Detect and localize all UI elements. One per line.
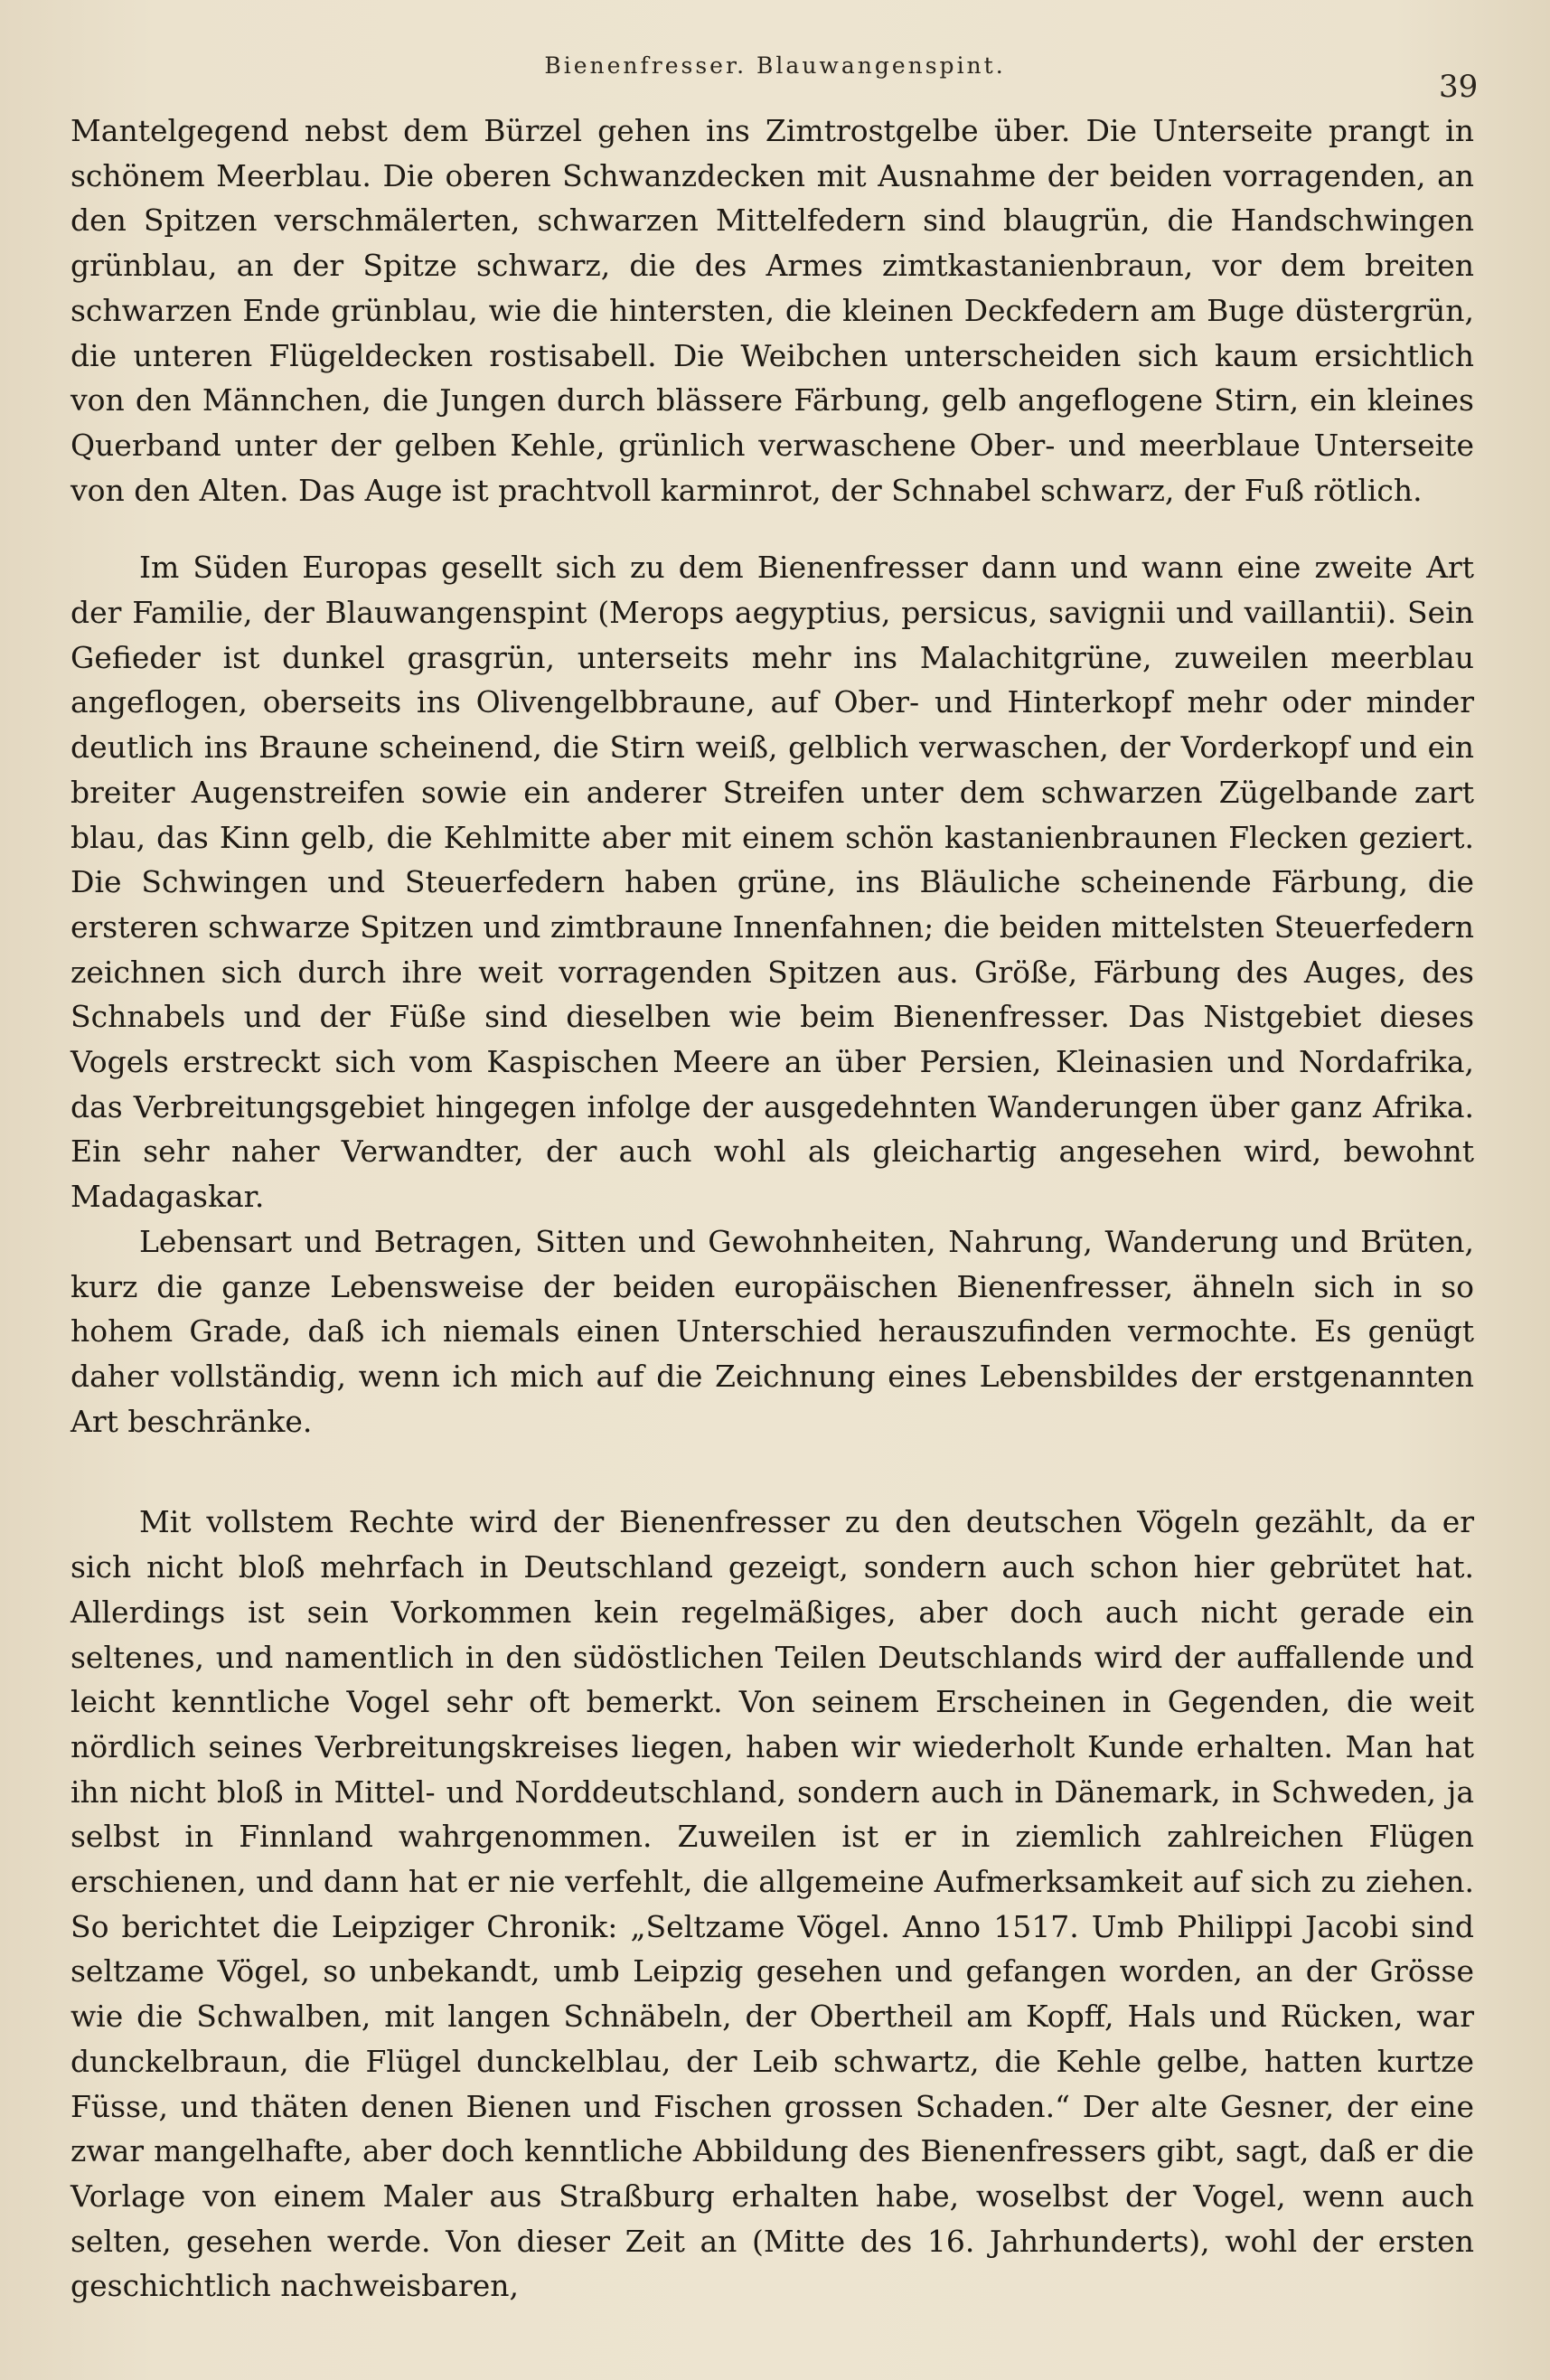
body-text [70, 108, 1474, 2309]
running-title: Bienenfresser. Blauwangenspint. [544, 52, 1006, 79]
paragraph-blauwangenspint: Im Süden Europas gesellt sich zu dem Bienenfresser dann und wann eine zweite Art der Familie, der Blauwangenspint (Merops aegyptius, persicus, savignii und vaillantii). Sein Gefieder ist dunkel grasgrün, unterseits mehr ins Malachitgrüne, zuweilen meerblau angeflogen, oberseits ins Olivengelbbraune, auf Ober- und Hinterkopf mehr oder minder deutlich ins Braune scheinend, die Stirn weiß, gelblich verwaschen, der Vorderkopf und ein breiter Augenstreifen sowie ein anderer Streifen unter dem schwarzen Zügelbande zart blau, das Kinn gelb, die Kehlmitte aber mit einem schön kastanienbraunen Flecken geziert. Die Schwingen und Steuerfedern haben grüne, ins Bläuliche scheinende Färbung, die ersteren schwarze Spitzen und zimtbraune Innenfahnen; die beiden mittelsten Steuerfedern zeichnen sich durch ihre weit vorragenden Spitzen aus. Größe, Färbung des Auges, des Schnabels und der Füße sind dieselben wie beim Bienenfresser. Das Nistgebiet dieses Vogels erstreckt sich vom Kaspischen Meere an über Persien, Kleinasien und Nordafrika, das Verbreitungsgebiet hingegen infolge der ausgedehnten Wanderungen über ganz Afrika. Ein sehr naher Verwandter, der auch wohl als gleichartig angesehen wird, bewohnt Madagaskar. [70, 550, 1474, 1215]
paragraph-vorkommen: Mit vollstem Rechte wird der Bienenfresser zu den deutschen Vögeln gezählt, da er sich nicht bloß mehrfach in Deutschland gezeigt, sondern auch schon hier gebrütet hat. Allerdings ist sein Vorkommen kein regelmäßiges, aber doch auch nicht gerade ein seltenes, und namentlich in den südöstlichen Teilen Deutschlands wird der auffallende und leicht kenntliche Vogel sehr oft bemerkt. Von seinem Erscheinen in Gegenden, die weit nördlich seines Verbreitungskreises liegen, haben wir wiederholt Kunde erhalten. Man hat ihn nicht bloß in Mittel- und Norddeutschland, sondern auch in Dänemark, in Schweden, ja selbst in Finnland wahrgenommen. Zuweilen ist er in ziemlich zahlreichen Flügen erschienen, und dann hat er nie verfehlt, die allgemeine Aufmerksamkeit auf sich zu ziehen. So berichtet die Leipziger Chronik: „Seltzame Vögel. Anno 1517. Umb Philippi Jacobi sind seltzame Vögel, so unbekandt, umb Leipzig gesehen und gefangen worden, an der Grösse wie die Schwalben, mit langen Schnäbeln, der Obertheil am Kopff, Hals und Rücken, war dunckelbraun, die Flügel dunckelblau, der Leib schwartz, die Kehle gelbe, hatten kurtze Füsse, und thäten denen Bienen und Fischen grossen Schaden.“ Der alte Gesner, der eine zwar mangelhafte, aber doch kenntliche Abbildung des Bienenfressers gibt, sagt, daß er die Vorlage von einem Maler aus Straßburg erhalten habe, woselbst der Vogel, wenn auch selten, gesehen werde. Von dieser Zeit an (Mitte des 16. Jahrhunderts), wohl der ersten geschichtlich nachweisbaren, [70, 1504, 1474, 2304]
page-number: 39 [1439, 69, 1479, 105]
paragraph-lebensweise: Lebensart und Betragen, Sitten und Gewohnheiten, Nahrung, Wanderung und Brüten, kurz die ganze Lebensweise der beiden europäischen Bienenfresser, ähneln sich in so hohem Grade, daß ich niemals einen Unterschied herauszufinden vermochte. Es genügt daher vollständig, wenn ich mich auf die Zeichnung eines Lebensbildes der erstgenannten Art beschränke. [70, 1223, 1474, 1439]
paragraph-continuation: Mantelgegend nebst dem Bürzel gehen ins Zimtrostgelbe über. Die Unterseite prangt in schönem Meerblau. Die oberen Schwanzdecken mit Ausnahme der beiden vorragenden, an den Spitzen verschmälerten, schwarzen Mittelfedern sind blaugrün, die Handschwingen grünblau, an der Spitze schwarz, die des Armes zimtkastanienbraun, vor dem breiten schwarzen Ende grünblau, wie die hintersten, die kleinen Deckfedern am Buge düstergrün, die unteren Flügeldecken rostisabell. Die Weibchen unterscheiden sich kaum ersichtlich von den Männchen, die Jungen durch blässere Färbung, gelb angeflogene Stirn, ein kleines Querband unter der gelben Kehle, grünlich verwaschene Ober- und meerblaue Unterseite von den Alten. Das Auge ist prachtvoll karminrot, der Schnabel schwarz, der Fuß rötlich. [70, 113, 1474, 508]
